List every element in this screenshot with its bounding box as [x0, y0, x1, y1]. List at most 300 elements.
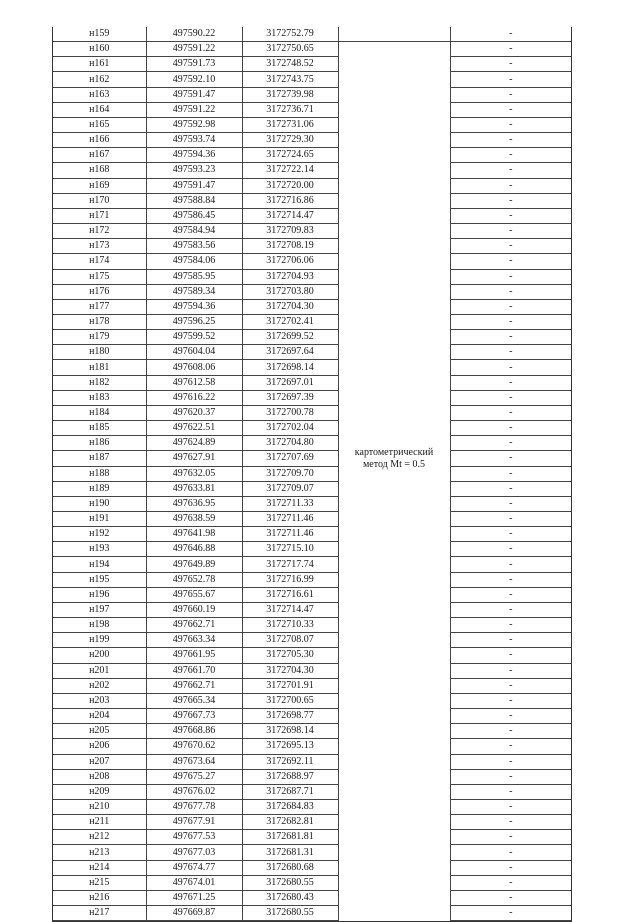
- table-row: [53, 512, 571, 527]
- point-name-cell: н202: [53, 678, 146, 693]
- accuracy-dash-cell: -: [450, 269, 571, 284]
- table-row: [53, 224, 571, 239]
- x-coordinate-cell: 497583.56: [146, 239, 242, 254]
- accuracy-dash-cell: -: [450, 754, 571, 769]
- accuracy-dash-cell: -: [450, 42, 571, 57]
- y-coordinate-cell: 3172739.98: [242, 87, 338, 102]
- y-coordinate-cell: 3172717.74: [242, 557, 338, 572]
- y-coordinate-cell: 3172697.64: [242, 345, 338, 360]
- table-row: [53, 769, 571, 784]
- point-name-cell: н168: [53, 163, 146, 178]
- point-name-cell: н208: [53, 769, 146, 784]
- point-name-cell: н196: [53, 587, 146, 602]
- point-name-cell: н212: [53, 830, 146, 845]
- table-row: [53, 208, 571, 223]
- x-coordinate-cell: 497627.91: [146, 451, 242, 466]
- point-name-cell: н181: [53, 360, 146, 375]
- table-row: [53, 633, 571, 648]
- method-label-line1: картометрический: [354, 446, 434, 458]
- table-row: [53, 375, 571, 390]
- y-coordinate-cell: 3172701.91: [242, 678, 338, 693]
- y-coordinate-cell: 3172716.86: [242, 193, 338, 208]
- point-name-cell: н165: [53, 117, 146, 132]
- y-coordinate-cell: 3172752.79: [242, 27, 338, 42]
- x-coordinate-cell: 497670.62: [146, 739, 242, 754]
- table-row: [53, 875, 571, 890]
- table-row: [53, 163, 571, 178]
- x-coordinate-cell: 497586.45: [146, 208, 242, 223]
- y-coordinate-cell: 3172704.80: [242, 436, 338, 451]
- accuracy-dash-cell: -: [450, 299, 571, 314]
- table-row: [53, 405, 571, 420]
- point-name-cell: н207: [53, 754, 146, 769]
- point-name-cell: н211: [53, 815, 146, 830]
- point-name-cell: н209: [53, 784, 146, 799]
- x-coordinate-cell: 497593.23: [146, 163, 242, 178]
- x-coordinate-cell: 497655.67: [146, 587, 242, 602]
- table-row: [53, 87, 571, 102]
- table-row: [53, 663, 571, 678]
- point-name-cell: н159: [53, 27, 146, 42]
- point-name-cell: н203: [53, 693, 146, 708]
- y-coordinate-cell: 3172711.46: [242, 527, 338, 542]
- point-name-cell: н206: [53, 739, 146, 754]
- x-coordinate-cell: 497591.22: [146, 42, 242, 57]
- y-coordinate-cell: 3172709.70: [242, 466, 338, 481]
- point-name-cell: н160: [53, 42, 146, 57]
- table-row: [53, 239, 571, 254]
- y-coordinate-cell: 3172714.47: [242, 602, 338, 617]
- y-coordinate-cell: 3172710.33: [242, 618, 338, 633]
- point-name-cell: н215: [53, 875, 146, 890]
- x-coordinate-cell: 497649.89: [146, 557, 242, 572]
- x-coordinate-cell: 497589.34: [146, 284, 242, 299]
- y-coordinate-cell: 3172743.75: [242, 72, 338, 87]
- table-row: [53, 557, 571, 572]
- accuracy-dash-cell: -: [450, 193, 571, 208]
- table-row: [53, 815, 571, 830]
- accuracy-dash-cell: -: [450, 875, 571, 890]
- point-name-cell: н170: [53, 193, 146, 208]
- y-coordinate-cell: 3172682.81: [242, 815, 338, 830]
- x-coordinate-cell: 497622.51: [146, 421, 242, 436]
- accuracy-dash-cell: -: [450, 117, 571, 132]
- table-row: [53, 693, 571, 708]
- point-name-cell: н177: [53, 299, 146, 314]
- table-row: [53, 784, 571, 799]
- point-name-cell: н189: [53, 481, 146, 496]
- table-row: [53, 193, 571, 208]
- x-coordinate-cell: 497662.71: [146, 678, 242, 693]
- x-coordinate-cell: 497591.47: [146, 87, 242, 102]
- accuracy-dash-cell: -: [450, 208, 571, 223]
- y-coordinate-cell: 3172681.81: [242, 830, 338, 845]
- method-cell: [338, 42, 450, 876]
- point-name-cell: н193: [53, 542, 146, 557]
- table-row: [53, 739, 571, 754]
- table-row: [53, 709, 571, 724]
- table-row: [53, 314, 571, 329]
- accuracy-dash-cell: -: [450, 72, 571, 87]
- table-row: [53, 27, 571, 42]
- x-coordinate-cell: 497669.87: [146, 906, 242, 921]
- y-coordinate-cell: 3172680.55: [242, 875, 338, 890]
- x-coordinate-cell: 497660.19: [146, 602, 242, 617]
- x-coordinate-cell: 497599.52: [146, 330, 242, 345]
- y-coordinate-cell: 3172704.93: [242, 269, 338, 284]
- x-coordinate-cell: 497661.70: [146, 663, 242, 678]
- accuracy-dash-cell: -: [450, 557, 571, 572]
- point-name-cell: н201: [53, 663, 146, 678]
- y-coordinate-cell: 3172711.46: [242, 512, 338, 527]
- accuracy-dash-cell: -: [450, 360, 571, 375]
- point-name-cell: н194: [53, 557, 146, 572]
- y-coordinate-cell: 3172698.14: [242, 360, 338, 375]
- x-coordinate-cell: 497675.27: [146, 769, 242, 784]
- x-coordinate-cell: 497674.01: [146, 875, 242, 890]
- table-row: [53, 602, 571, 617]
- point-name-cell: н216: [53, 890, 146, 905]
- table-row: [53, 572, 571, 587]
- table-row: [53, 133, 571, 148]
- x-coordinate-cell: 497608.06: [146, 360, 242, 375]
- accuracy-dash-cell: -: [450, 148, 571, 163]
- accuracy-dash-cell: -: [450, 314, 571, 329]
- y-coordinate-cell: 3172709.83: [242, 224, 338, 239]
- empty-cell: [338, 875, 450, 890]
- x-coordinate-cell: 497677.91: [146, 815, 242, 830]
- x-coordinate-cell: 497652.78: [146, 572, 242, 587]
- y-coordinate-cell: 3172681.31: [242, 845, 338, 860]
- accuracy-dash-cell: -: [450, 906, 571, 921]
- point-name-cell: н174: [53, 254, 146, 269]
- x-coordinate-cell: 497633.81: [146, 481, 242, 496]
- empty-cell: [338, 890, 450, 905]
- y-coordinate-cell: 3172704.30: [242, 299, 338, 314]
- y-coordinate-cell: 3172704.30: [242, 663, 338, 678]
- y-coordinate-cell: 3172680.55: [242, 906, 338, 921]
- x-coordinate-cell: 497592.98: [146, 117, 242, 132]
- x-coordinate-cell: 497677.78: [146, 799, 242, 814]
- x-coordinate-cell: 497590.22: [146, 27, 242, 42]
- table-row: [53, 618, 571, 633]
- accuracy-dash-cell: -: [450, 890, 571, 905]
- point-name-cell: н183: [53, 390, 146, 405]
- y-coordinate-cell: 3172750.65: [242, 42, 338, 57]
- y-coordinate-cell: 3172709.07: [242, 481, 338, 496]
- x-coordinate-cell: 497674.77: [146, 860, 242, 875]
- table-row: [53, 390, 571, 405]
- accuracy-dash-cell: -: [450, 799, 571, 814]
- table-row: [53, 496, 571, 511]
- point-name-cell: н179: [53, 330, 146, 345]
- x-coordinate-cell: 497612.58: [146, 375, 242, 390]
- accuracy-dash-cell: -: [450, 815, 571, 830]
- point-name-cell: н195: [53, 572, 146, 587]
- y-coordinate-cell: 3172731.06: [242, 117, 338, 132]
- y-coordinate-cell: 3172707.69: [242, 451, 338, 466]
- point-name-cell: н214: [53, 860, 146, 875]
- y-coordinate-cell: 3172697.39: [242, 390, 338, 405]
- x-coordinate-cell: 497671.25: [146, 890, 242, 905]
- table-row: [53, 890, 571, 905]
- x-coordinate-cell: 497663.34: [146, 633, 242, 648]
- table-row: [53, 421, 571, 436]
- point-name-cell: н210: [53, 799, 146, 814]
- y-coordinate-cell: 3172687.71: [242, 784, 338, 799]
- point-name-cell: н180: [53, 345, 146, 360]
- accuracy-dash-cell: -: [450, 860, 571, 875]
- x-coordinate-cell: 497665.34: [146, 693, 242, 708]
- y-coordinate-cell: 3172699.52: [242, 330, 338, 345]
- table-row: [53, 830, 571, 845]
- y-coordinate-cell: 3172695.13: [242, 739, 338, 754]
- x-coordinate-cell: 497584.06: [146, 254, 242, 269]
- table-row: [53, 466, 571, 481]
- y-coordinate-cell: 3172748.52: [242, 57, 338, 72]
- coordinates-sheet: [52, 27, 572, 922]
- accuracy-dash-cell: -: [450, 375, 571, 390]
- accuracy-dash-cell: -: [450, 178, 571, 193]
- accuracy-dash-cell: -: [450, 709, 571, 724]
- x-coordinate-cell: 497594.36: [146, 299, 242, 314]
- point-name-cell: н213: [53, 845, 146, 860]
- y-coordinate-cell: 3172706.06: [242, 254, 338, 269]
- table-row: [53, 117, 571, 132]
- table-row: [53, 587, 571, 602]
- accuracy-dash-cell: -: [450, 87, 571, 102]
- table-row: [53, 72, 571, 87]
- accuracy-dash-cell: -: [450, 572, 571, 587]
- accuracy-dash-cell: -: [450, 224, 571, 239]
- x-coordinate-cell: 497592.10: [146, 72, 242, 87]
- point-name-cell: н171: [53, 208, 146, 223]
- y-coordinate-cell: 3172680.68: [242, 860, 338, 875]
- accuracy-dash-cell: -: [450, 481, 571, 496]
- y-coordinate-cell: 3172716.99: [242, 572, 338, 587]
- x-coordinate-cell: 497604.04: [146, 345, 242, 360]
- y-coordinate-cell: 3172702.41: [242, 314, 338, 329]
- accuracy-dash-cell: -: [450, 345, 571, 360]
- table-row: [53, 436, 571, 451]
- accuracy-dash-cell: -: [450, 133, 571, 148]
- accuracy-dash-cell: -: [450, 27, 571, 42]
- table-row: [53, 299, 571, 314]
- point-name-cell: н217: [53, 906, 146, 921]
- table-row: [53, 254, 571, 269]
- y-coordinate-cell: 3172715.10: [242, 542, 338, 557]
- table-row: [53, 481, 571, 496]
- accuracy-dash-cell: -: [450, 678, 571, 693]
- y-coordinate-cell: 3172720.00: [242, 178, 338, 193]
- table-row: [53, 178, 571, 193]
- point-name-cell: н175: [53, 269, 146, 284]
- x-coordinate-cell: 497677.03: [146, 845, 242, 860]
- x-coordinate-cell: 497646.88: [146, 542, 242, 557]
- accuracy-dash-cell: -: [450, 436, 571, 451]
- x-coordinate-cell: 497616.22: [146, 390, 242, 405]
- x-coordinate-cell: 497668.86: [146, 724, 242, 739]
- accuracy-dash-cell: -: [450, 163, 571, 178]
- table-row: [53, 42, 571, 57]
- point-name-cell: н197: [53, 602, 146, 617]
- accuracy-dash-cell: -: [450, 693, 571, 708]
- accuracy-dash-cell: -: [450, 542, 571, 557]
- point-name-cell: н161: [53, 57, 146, 72]
- x-coordinate-cell: 497677.53: [146, 830, 242, 845]
- y-coordinate-cell: 3172708.19: [242, 239, 338, 254]
- y-coordinate-cell: 3172716.61: [242, 587, 338, 602]
- table-row: [53, 345, 571, 360]
- y-coordinate-cell: 3172705.30: [242, 648, 338, 663]
- accuracy-dash-cell: -: [450, 633, 571, 648]
- x-coordinate-cell: 497624.89: [146, 436, 242, 451]
- point-name-cell: н169: [53, 178, 146, 193]
- table-row: [53, 360, 571, 375]
- x-coordinate-cell: 497620.37: [146, 405, 242, 420]
- x-coordinate-cell: 497641.98: [146, 527, 242, 542]
- x-coordinate-cell: 497667.73: [146, 709, 242, 724]
- table-row: [53, 860, 571, 875]
- y-coordinate-cell: 3172684.83: [242, 799, 338, 814]
- accuracy-dash-cell: -: [450, 602, 571, 617]
- accuracy-dash-cell: -: [450, 769, 571, 784]
- accuracy-dash-cell: -: [450, 390, 571, 405]
- y-coordinate-cell: 3172698.77: [242, 709, 338, 724]
- y-coordinate-cell: 3172700.78: [242, 405, 338, 420]
- accuracy-dash-cell: -: [450, 254, 571, 269]
- point-name-cell: н200: [53, 648, 146, 663]
- x-coordinate-cell: 497594.36: [146, 148, 242, 163]
- point-name-cell: н173: [53, 239, 146, 254]
- table-row: [53, 678, 571, 693]
- point-name-cell: н186: [53, 436, 146, 451]
- x-coordinate-cell: 497591.22: [146, 102, 242, 117]
- accuracy-dash-cell: -: [450, 784, 571, 799]
- point-name-cell: н191: [53, 512, 146, 527]
- point-name-cell: н178: [53, 314, 146, 329]
- y-coordinate-cell: 3172697.01: [242, 375, 338, 390]
- y-coordinate-cell: 3172708.07: [242, 633, 338, 648]
- accuracy-dash-cell: -: [450, 739, 571, 754]
- table-row: [53, 754, 571, 769]
- accuracy-dash-cell: -: [450, 57, 571, 72]
- table-row: [53, 845, 571, 860]
- y-coordinate-cell: 3172722.14: [242, 163, 338, 178]
- x-coordinate-cell: 497638.59: [146, 512, 242, 527]
- accuracy-dash-cell: -: [450, 496, 571, 511]
- accuracy-dash-cell: -: [450, 724, 571, 739]
- table-row: [53, 724, 571, 739]
- accuracy-dash-cell: -: [450, 830, 571, 845]
- empty-cell: [338, 906, 450, 921]
- table-row: [53, 542, 571, 557]
- point-name-cell: н167: [53, 148, 146, 163]
- point-name-cell: н204: [53, 709, 146, 724]
- x-coordinate-cell: 497632.05: [146, 466, 242, 481]
- x-coordinate-cell: 497584.94: [146, 224, 242, 239]
- point-name-cell: н199: [53, 633, 146, 648]
- y-coordinate-cell: 3172692.11: [242, 754, 338, 769]
- y-coordinate-cell: 3172703.80: [242, 284, 338, 299]
- coordinates-table-body: [53, 27, 571, 921]
- accuracy-dash-cell: -: [450, 421, 571, 436]
- x-coordinate-cell: 497673.64: [146, 754, 242, 769]
- point-name-cell: н163: [53, 87, 146, 102]
- accuracy-dash-cell: -: [450, 239, 571, 254]
- x-coordinate-cell: 497591.73: [146, 57, 242, 72]
- table-row: [53, 284, 571, 299]
- table-row: [53, 906, 571, 921]
- method-label-line2: метод Mt = 0.5: [362, 458, 426, 470]
- point-name-cell: н184: [53, 405, 146, 420]
- y-coordinate-cell: 3172729.30: [242, 133, 338, 148]
- table-row: [53, 451, 571, 466]
- point-name-cell: н185: [53, 421, 146, 436]
- x-coordinate-cell: 497593.74: [146, 133, 242, 148]
- table-row: [53, 102, 571, 117]
- table-row: [53, 799, 571, 814]
- accuracy-dash-cell: -: [450, 330, 571, 345]
- point-name-cell: н188: [53, 466, 146, 481]
- point-name-cell: н162: [53, 72, 146, 87]
- y-coordinate-cell: 3172714.47: [242, 208, 338, 223]
- point-name-cell: н198: [53, 618, 146, 633]
- accuracy-dash-cell: -: [450, 451, 571, 466]
- point-name-cell: н190: [53, 496, 146, 511]
- point-name-cell: н176: [53, 284, 146, 299]
- accuracy-dash-cell: -: [450, 466, 571, 481]
- point-name-cell: н192: [53, 527, 146, 542]
- y-coordinate-cell: 3172724.65: [242, 148, 338, 163]
- accuracy-dash-cell: -: [450, 512, 571, 527]
- accuracy-dash-cell: -: [450, 845, 571, 860]
- x-coordinate-cell: 497585.95: [146, 269, 242, 284]
- accuracy-dash-cell: -: [450, 618, 571, 633]
- point-name-cell: н182: [53, 375, 146, 390]
- x-coordinate-cell: 497676.02: [146, 784, 242, 799]
- table-row: [53, 148, 571, 163]
- x-coordinate-cell: 497661.95: [146, 648, 242, 663]
- x-coordinate-cell: 497636.95: [146, 496, 242, 511]
- table-row: [53, 330, 571, 345]
- y-coordinate-cell: 3172702.04: [242, 421, 338, 436]
- y-coordinate-cell: 3172700.65: [242, 693, 338, 708]
- x-coordinate-cell: 497591.47: [146, 178, 242, 193]
- table-row: [53, 527, 571, 542]
- y-coordinate-cell: 3172688.97: [242, 769, 338, 784]
- y-coordinate-cell: 3172711.33: [242, 496, 338, 511]
- point-name-cell: н164: [53, 102, 146, 117]
- x-coordinate-cell: 497596.25: [146, 314, 242, 329]
- y-coordinate-cell: 3172680.43: [242, 890, 338, 905]
- table-row: [53, 57, 571, 72]
- x-coordinate-cell: 497662.71: [146, 618, 242, 633]
- point-name-cell: н187: [53, 451, 146, 466]
- table-row: [53, 269, 571, 284]
- accuracy-dash-cell: -: [450, 284, 571, 299]
- x-coordinate-cell: 497588.84: [146, 193, 242, 208]
- accuracy-dash-cell: -: [450, 663, 571, 678]
- point-name-cell: н172: [53, 224, 146, 239]
- point-name-cell: н166: [53, 133, 146, 148]
- accuracy-dash-cell: -: [450, 527, 571, 542]
- table-row: [53, 648, 571, 663]
- accuracy-dash-cell: -: [450, 102, 571, 117]
- point-name-cell: н205: [53, 724, 146, 739]
- method-cell-top: [338, 27, 450, 42]
- accuracy-dash-cell: -: [450, 648, 571, 663]
